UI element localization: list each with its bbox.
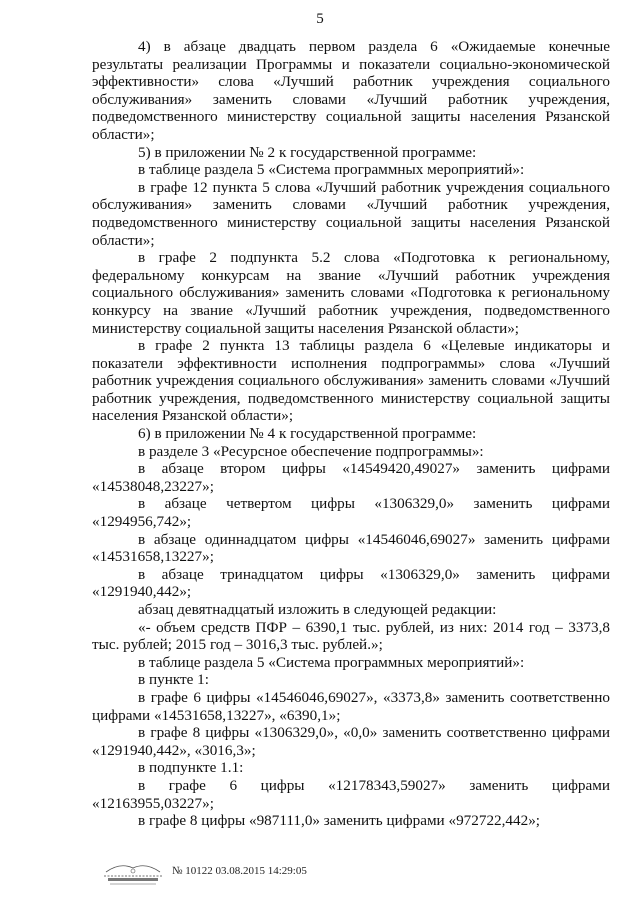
document-body (92, 38, 610, 830)
paragraph: в графе 6 цифры «12178343,59027» заменить цифрами «12163955,03227»; (92, 776, 610, 812)
paragraph: в абзаце четвертом цифры «1306329,0» заменить цифрами «1294956,742»; (92, 495, 610, 531)
paragraph: в графе 8 цифры «1306329,0», «0,0» заменить соответственно цифрами «1291940,442», «3016,3»; (92, 724, 610, 759)
paragraph: 4) в абзаце двадцать первом раздела 6 «Ожидаемые конечные результаты реализации Программы и показатели социально-экономической эффективности» слова «Лучший работник учреждения социального обслуживания» заменить словами «Лучший работник учреждения, подведомственного министерству социальной защиты населения Рязанской области»; (92, 38, 610, 143)
paragraph: в таблице раздела 5 «Система программных мероприятий»: (138, 653, 525, 671)
registration-stamp: № 10122 03.08.2015 14:29:05 (172, 865, 307, 877)
paragraph: в графе 6 цифры «14546046,69027», «3373,8» заменить соответственно цифрами «14531658,13227», «6390,1»; (92, 688, 610, 724)
ministry-logo-icon (100, 860, 166, 888)
paragraph: в графе 2 пункта 13 таблицы раздела 6 «Целевые индикаторы и показатели эффективности исполнения подпрограммы» слова «Лучший работник учреждения социального обслуживания» заменить словами «Лучший работник учреждения, подведомственного министерству социальной защиты населения Рязанской области»; (92, 337, 610, 425)
paragraph: в подпункте 1.1: (138, 759, 244, 777)
paragraph: 5) в приложении № 2 к государственной программе: (138, 143, 477, 161)
paragraph: в графе 8 цифры «987111,0» заменить цифрами «972722,442»; (138, 812, 541, 830)
paragraph: в абзаце одиннадцатом цифры «14546046,69027» заменить цифрами «14531658,13227»; (92, 530, 610, 566)
paragraph: «- объем средств ПФР – 6390,1 тыс. рублей, из них: 2014 год – 3373,8 тыс. рублей; 2015 год – 3016,3 тыс. рублей.»; (92, 618, 610, 654)
paragraph: в таблице раздела 5 «Система программных мероприятий»: (138, 161, 525, 179)
paragraph: в графе 2 подпункта 5.2 слова «Подготовка к региональному, федеральному конкурсам на звание «Лучший работник учреждения социального обслуживания» заменить словами «Подготовка к региональному конкурсу на звание «Лучший работник учреждения, подведомственного министерству социальной защиты населения Рязанской области»; (92, 249, 610, 337)
paragraph: в графе 12 пункта 5 слова «Лучший работник учреждения социального обслуживания» заменить словами «Лучший работник учреждения, подведомственного министерству социальной защиты населения Рязанской области»; (92, 178, 610, 249)
page-number: 5 (316, 11, 324, 27)
paragraph: в пункте 1: (138, 671, 209, 689)
registration-footer (100, 860, 400, 892)
paragraph: в абзаце тринадцатом цифры «1306329,0» заменить цифрами «1291940,442»; (92, 565, 610, 601)
paragraph: в разделе 3 «Ресурсное обеспечение подпрограммы»: (138, 442, 484, 460)
paragraph: 6) в приложении № 4 к государственной программе: (138, 425, 477, 443)
paragraph: в абзаце втором цифры «14549420,49027» заменить цифрами «14538048,23227»; (92, 460, 610, 495)
paragraph: абзац девятнадцатый изложить в следующей редакции: (138, 601, 497, 618)
